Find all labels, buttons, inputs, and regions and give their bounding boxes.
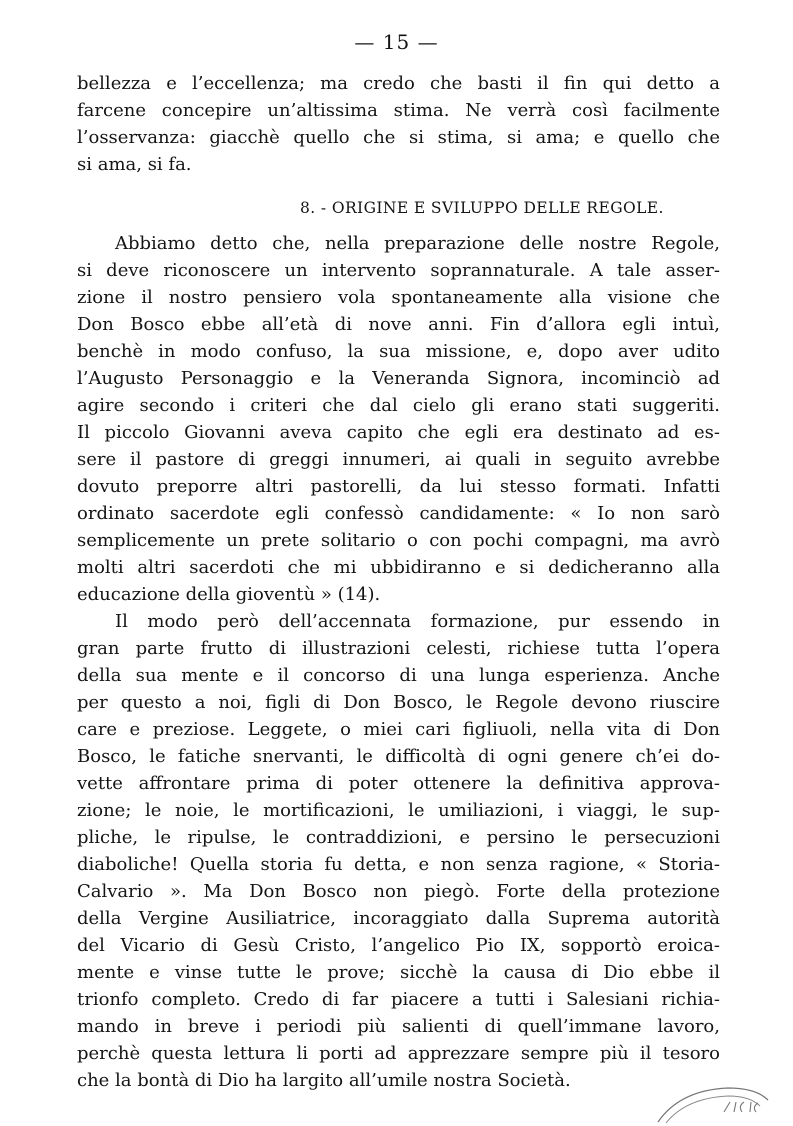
library-stamp-icon bbox=[650, 1082, 772, 1126]
text-line: sere il pastore di greggi innumeri, ai quali in seguito avrebbe bbox=[77, 449, 720, 470]
text-line: che la bontà di Dio ha largito all’umile nostra Società. bbox=[77, 1070, 571, 1091]
text-line: farcene concepire un’altissima stima. Ne verrà così facilmente bbox=[77, 100, 720, 121]
section-heading: 8. - ORIGINE E SVILUPPO DELLE REGOLE. bbox=[300, 199, 664, 217]
text-line: care e preziose. Leggete, o miei cari figliuoli, nella vita di Don bbox=[77, 719, 720, 740]
text-line: mente e vinse tutte le prove; sicchè la causa di Dio ebbe il bbox=[77, 962, 720, 983]
text-line: dovuto preporre altri pastorelli, da lui stesso formati. Infatti bbox=[77, 476, 720, 497]
text-line: gran parte frutto di illustrazioni celesti, richiese tutta l’opera bbox=[77, 638, 720, 659]
text-line: vette affrontare prima di poter ottenere la definitiva approva- bbox=[77, 773, 720, 794]
page-number: — 15 — bbox=[354, 30, 439, 54]
text-line: Il piccolo Giovanni aveva capito che egli era destinato ad es- bbox=[77, 422, 720, 443]
text-line: si ama, si fa. bbox=[77, 154, 192, 175]
text-line: zione; le noie, le mortificazioni, le umiliazioni, i viaggi, le sup- bbox=[77, 800, 720, 821]
text-line: bellezza e l’eccellenza; ma credo che basti il fin qui detto a bbox=[77, 73, 720, 94]
text-line: educazione della gioventù » (14). bbox=[77, 584, 381, 605]
text-line: zione il nostro pensiero vola spontaneamente alla visione che bbox=[77, 287, 720, 308]
text-line: per questo a noi, figli di Don Bosco, le Regole devono riuscire bbox=[77, 692, 720, 713]
text-line: l’osservanza: giacchè quello che si stima, si ama; e quello che bbox=[77, 127, 720, 148]
text-line: ordinato sacerdote egli confessò candidamente: « Io non sarò bbox=[77, 503, 720, 524]
text-line: semplicemente un prete solitario o con pochi compagni, ma avrò bbox=[77, 530, 720, 551]
text-line: si deve riconoscere un intervento soprannaturale. A tale asser- bbox=[77, 260, 720, 281]
text-line: Bosco, le fatiche snervanti, le difficoltà di ogni genere ch’ei do- bbox=[77, 746, 720, 767]
text-line: mando in breve i periodi più salienti di quell’immane lavoro, bbox=[77, 1016, 720, 1037]
text-line: molti altri sacerdoti che mi ubbidiranno e si dedicheranno alla bbox=[77, 557, 720, 578]
text-line: del Vicario di Gesù Cristo, l’angelico Pio IX, sopportò eroica- bbox=[77, 935, 720, 956]
text-line: l’Augusto Personaggio e la Veneranda Signora, incominciò ad bbox=[77, 368, 720, 389]
text-line: Don Bosco ebbe all’età di nove anni. Fin d’allora egli intuì, bbox=[77, 314, 720, 335]
text-line: agire secondo i criteri che dal cielo gli erano stati suggeriti. bbox=[77, 395, 720, 416]
text-line: pliche, le ripulse, le contraddizioni, e persino le persecuzioni bbox=[77, 827, 720, 848]
text-line: Abbiamo detto che, nella preparazione delle nostre Regole, bbox=[115, 233, 720, 254]
text-line: della Vergine Ausiliatrice, incoraggiato dalla Suprema autorità bbox=[77, 908, 720, 929]
text-line: della sua mente e il concorso di una lunga esperienza. Anche bbox=[77, 665, 720, 686]
text-line: diaboliche! Quella storia fu detta, e non senza ragione, « Storia- bbox=[77, 854, 720, 875]
text-line: Il modo però dell’accennata formazione, pur essendo in bbox=[115, 611, 720, 632]
text-line: Calvario ». Ma Don Bosco non piegò. Forte della protezione bbox=[77, 881, 720, 902]
text-line: trionfo completo. Credo di far piacere a tutti i Salesiani richia- bbox=[77, 989, 720, 1010]
text-line: benchè in modo confuso, la sua missione, e, dopo aver udito bbox=[77, 341, 720, 362]
text-line: perchè questa lettura li porti ad apprezzare sempre più il tesoro bbox=[77, 1043, 720, 1064]
